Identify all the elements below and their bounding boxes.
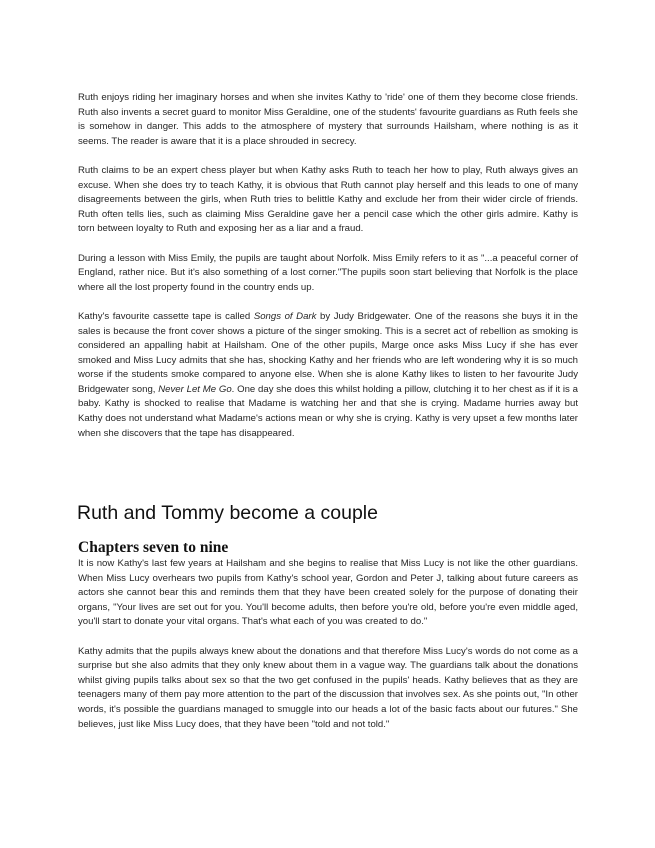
paragraph-cassette-tape [78,310,578,441]
cassette-text-3: . One day she does this whilst holding a pillow, clutching it to her chest as if it is a baby. Kathy is shocked to realise that Madame is watching her and that she is crying. Madame hurries away but Kathy does not understand what Madame's actions mean or why she is crying. Kathy is very upset a few months later when she discovers that the tape has disappeared. [78,383,578,439]
cassette-text-2: by Judy Bridgewater. One of the reasons she buys it in the sales is because the front cover shows a picture of the singer smoking. This is a secret act of rebellion as smoking is considered an appalling habit at Hailsham. One of the other pupils, Marge once asks Miss Lucy if she has ever smoked and Miss Lucy admits that she has, shocking Kathy and her friends who are left wondering why it is so much worse if the students smoke compared to anyone else. When she is alone Kathy likes to listen to her favourite Judy Bridgewater song, [78,310,578,395]
section-heading: Ruth and Tommy become a couple [77,502,378,524]
body-text-upper [78,91,578,441]
body-text-lower [78,557,578,732]
paragraph-donations: Kathy admits that the pupils always knew about the donations and that therefore Miss Lucy's words do not come as a surprise but she also admits that they only knew about them in a vague way. The guardians talk about the donations whilst giving pupils talks about sex so that the two get confused in the pupils' heads. Kathy believes that as they are teenagers many of them pay more attention to the part of the discussion that involves sex. As she points out, "In other words, it's possible the guardians managed to smuggle into our heads a lot of the basic facts about our futures." She believes, just like Miss Lucy does, that they have been "told and not told." [78,645,578,730]
cassette-text-1: Kathy's favourite cassette tape is called [78,310,254,322]
song-title-songs-of-dark: Songs of Dark [253,310,317,322]
paragraph-miss-lucy: It is now Kathy's last few years at Hailsham and she begins to realise that Miss Lucy is not like the other guardians. When Miss Lucy overhears two pupils from Kathy's school year, Gordon and Peter J, talking about future careers as actors she cannot bear this and reminds them that they have been created solely for the purpose of donating their organs, "Your lives are set out for you. You'll become adults, then before you're old, before you're even middle aged, you'll start to donate your vital organs. That's what each of you was created to do." [78,558,578,628]
paragraph-norfolk: During a lesson with Miss Emily, the pupils are taught about Norfolk. Miss Emily refers to it as "...a peaceful corner of England, rather nice. But it's also something of a lost corner."The pupils soon start believing that Norfolk is the place where all the lost property found in the country ends up. [78,252,578,293]
chapter-subheading: Chapters seven to nine [78,539,229,556]
song-title-never-let-me-go: Never Let Me Go [158,383,232,395]
paragraph-ruth-horses: Ruth enjoys riding her imaginary horses and when she invites Kathy to 'ride' one of them they become close friends. Ruth also invents a secret guard to monitor Miss Geraldine, one of the students' favourite guardians as Ruth feels she is somehow in danger. This adds to the atmosphere of mystery that surrounds Hailsham, where nothing is as it seems. The reader is aware that it is a place shrouded in secrecy. [78,92,578,147]
paragraph-chess: Ruth claims to be an expert chess player but when Kathy asks Ruth to teach her how to play, Ruth always gives an excuse. When she does try to teach Kathy, it is obvious that Ruth cannot play herself and this leads to one of many disagreements between the girls, when Ruth tries to belittle Kathy and exclude her from their wider circle of friends. Ruth often tells lies, such as claiming Miss Geraldine gave her a pencil case which the other girls admire. Kathy is torn between loyalty to Ruth and exposing her as a liar and a fraud. [78,164,578,235]
